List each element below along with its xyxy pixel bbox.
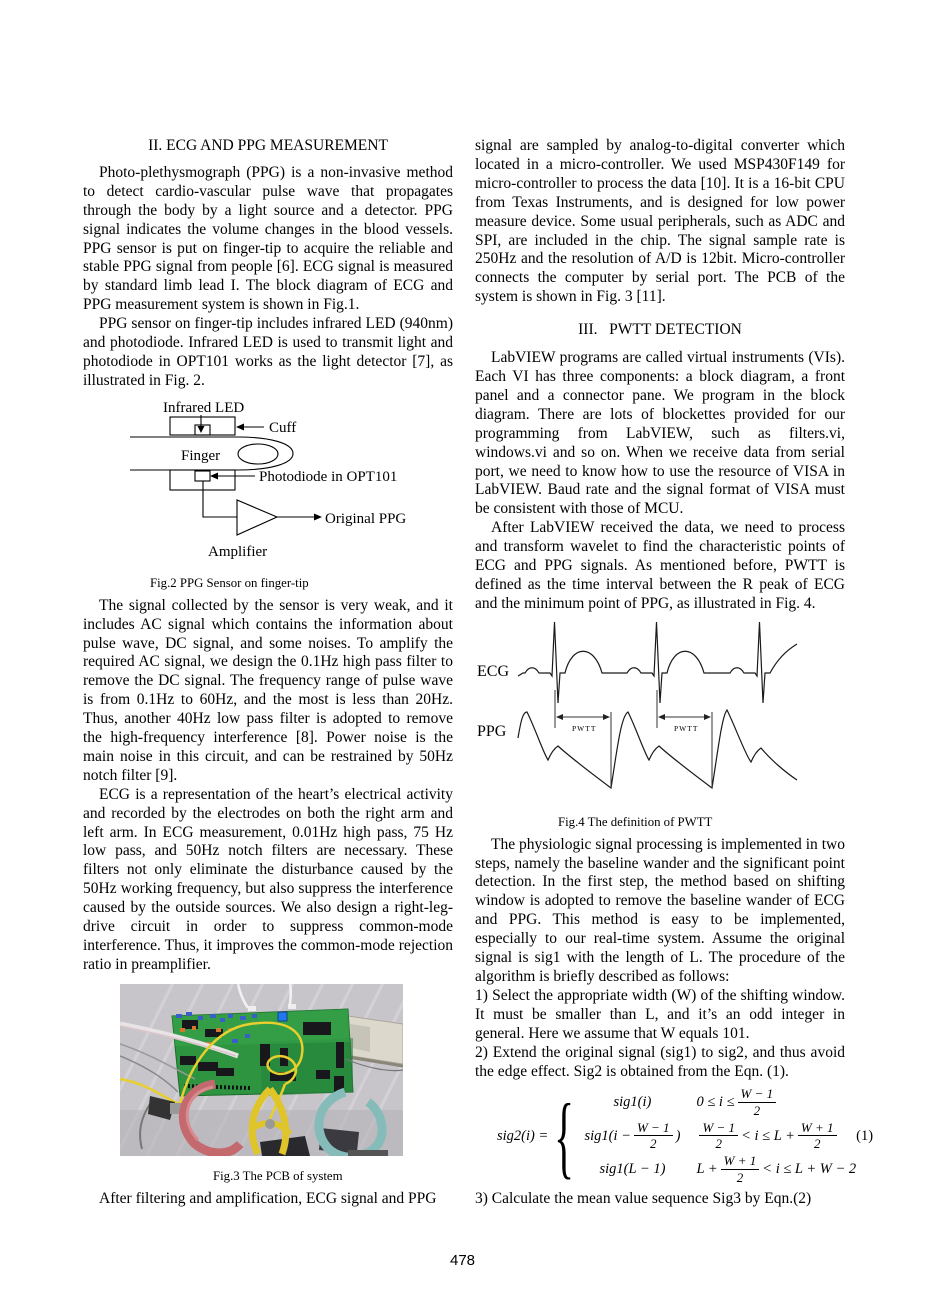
equation-brace: {: [554, 1084, 575, 1187]
section-heading-3: III. PWTT DETECTION: [578, 321, 742, 339]
paragraph: Photo-plethysmograph (PPG) is a non-invasive method to detect cardio-vascular pulse wave that propagates through the body by a light source and a detector. PPG signal indicates the volume changes in the blood vessels. PPG sensor is put on finger-tip to acquire the reliable and stable PPG signal from people [6]. ECG signal is measured by standard limb lead I. The block diagram of ECG and PPG measurement system is shown in Fig.1.: [83, 163, 453, 314]
fig4-label-ppg: PPG: [477, 722, 507, 740]
fig4-label-pwtt-1: PWTT: [572, 723, 597, 733]
pwtt-markers: [555, 690, 712, 788]
paragraph: After LabVIEW received the data, we need to process and transform wavelet to find the characteristic points of ECG and PPG signals. As mentioned before, PWTT is defined as the time interval between the R peak of ECG and the minimum point of PPG, as illustrated in Fig. 4.: [475, 519, 845, 612]
pwtt-waveform-diagram: [475, 620, 845, 806]
paragraph: After filtering and amplification, ECG signal and PPG: [99, 1189, 437, 1207]
fig4-caption: Fig.4 The definition of PWTT: [558, 814, 713, 829]
fig2-label-photodiode: Photodiode in OPT101: [259, 468, 398, 485]
equation-row-1: sig1(i) 0 ≤ i ≤ $\frac{W - 1}{2}$: [578, 1087, 856, 1117]
fig2-label-finger: Finger: [181, 447, 221, 464]
page-number: 478: [449, 1252, 476, 1269]
equation-lhs: sig2(i) =: [497, 1127, 549, 1144]
list-item-3: 3) Calculate the mean value sequence Sig3 by Eqn.(2): [475, 1190, 812, 1208]
pcb-board: [172, 1004, 353, 1096]
paragraph: LabVIEW programs are called virtual instruments (VIs). Each VI has three components: a block diagram, a front panel and a connector pane. We program in the block diagram. There are lots of blockettes provided for our programming from LabVIEW, such as filters.vi, windows.vi and so on. When we receive data from serial port, we need to know how to use the resource of VISA in LabVIEW. Baud rate and the signal format of VISA must be consistent with those of MCU.: [475, 349, 845, 518]
section-heading-2: II. ECG AND PPG MEASUREMENT: [148, 137, 388, 154]
fig4-label-ecg: ECG: [477, 662, 509, 680]
list-item-2: 2) Extend the original signal (sig1) to sig2, and thus avoid the edge effect. Sig2 is obtained from the Eqn. (1).: [475, 1043, 845, 1080]
left-column: [83, 137, 453, 1209]
serial-connector: [348, 1016, 403, 1066]
paragraph: The physiologic signal processing is implemented in two steps, namely the baseline wander and the significant point detection. In the first step, the method based on shifting window is adopted to remove the baseline wander of ECG and PPG. This method is easy to be implemented, especially to our real-time system. Assume the original signal is sig1 with the length of L. The procedure of the algorithm is briefly described as follows:: [475, 835, 845, 985]
equation-row-3: sig1(L − 1) L + $\frac{W + 1}{2}$ < i ≤ L + W − 2: [599, 1153, 857, 1185]
fig2-caption: Fig.2 PPG Sensor on finger-tip: [150, 575, 309, 590]
ppg-sensor-diagram: [83, 397, 453, 565]
fig4-label-pwtt-2: PWTT: [674, 723, 699, 733]
right-column: [475, 137, 874, 1209]
fig2-label-amplifier: Amplifier: [208, 543, 268, 560]
figure-2: [83, 397, 453, 591]
figure-3: [120, 984, 403, 1184]
equation-number: (1): [856, 1127, 874, 1144]
fig3-caption: Fig.3 The PCB of system: [213, 1168, 343, 1183]
fig2-label-infrared-led: Infrared LED: [163, 399, 245, 416]
paragraph: signal are sampled by analog-to-digital converter which located in a micro-controller. We used MSP430F149 for micro-controller to process the data [10]. It is a 16-bit CPU from Texas Instruments, and is designed for low power measure device. Some usual peripherals, such as ADC and SPI, are included in the chip. The signal sample rate is 250Hz and the resolution of A/D is 12bit. Micro-controller connects the computer by serial port. The PCB of the system is shown in Fig. 3 [11].: [475, 137, 845, 306]
equation-row-2: sig1(i − $\frac{W - 1}{2}$ ) $\frac{W - 1}{2}$ < i ≤ L + $\frac{W + 1}{2}$: [578, 1121, 856, 1151]
fig2-label-cuff: Cuff: [269, 419, 297, 436]
fig2-label-original-ppg: Original PPG: [325, 510, 407, 527]
list-item-1: 1) Select the appropriate width (W) of the shifting window. It must be smaller than L, and it’s an odd integer in general. Here we assume that W equals 101.: [475, 986, 845, 1042]
paragraph: ECG is a representation of the heart’s electrical activity and recorded by the electrodes on both the right arm and left arm. In ECG measurement, 0.01Hz high pass, 75 Hz low pass, and 50Hz notch filters are necessary. These filters not only eliminate the disturbance caused by the 50Hz working frequency, but also suppress the interference caused by the outside sources. We also design a right-leg-drive circuit in order to suppress common-mode interference. Thus, it improves the common-mode rejection ratio in preamplifier.: [83, 785, 453, 973]
pcb-photo: [120, 984, 403, 1156]
paragraph: The signal collected by the sensor is very weak, and it includes AC signal which contains the information about pulse wave, DC signal, and some noises. To amplify the required AC signal, we design the 0.1Hz high pass filter to remove the DC signal. The frequency range of pulse wave is from 0.1Hz to 60Hz, and the most is less than 20Hz. Thus, another 40Hz low pass filter is adopted to remove the high-frequency interference [8]. Power noise is the main noise in this circuit, and can be restrained by 50Hz notch filter [9].: [83, 596, 453, 784]
figure-4: [475, 620, 845, 830]
equation-1: [475, 1084, 874, 1187]
paragraph: PPG sensor on finger-tip includes infrared LED (940nm) and photodiode. Infrared LED is used to transmit light and photodiode in OPT101 works as the light detector [7], as illustrated in Fig. 2.: [83, 315, 453, 389]
